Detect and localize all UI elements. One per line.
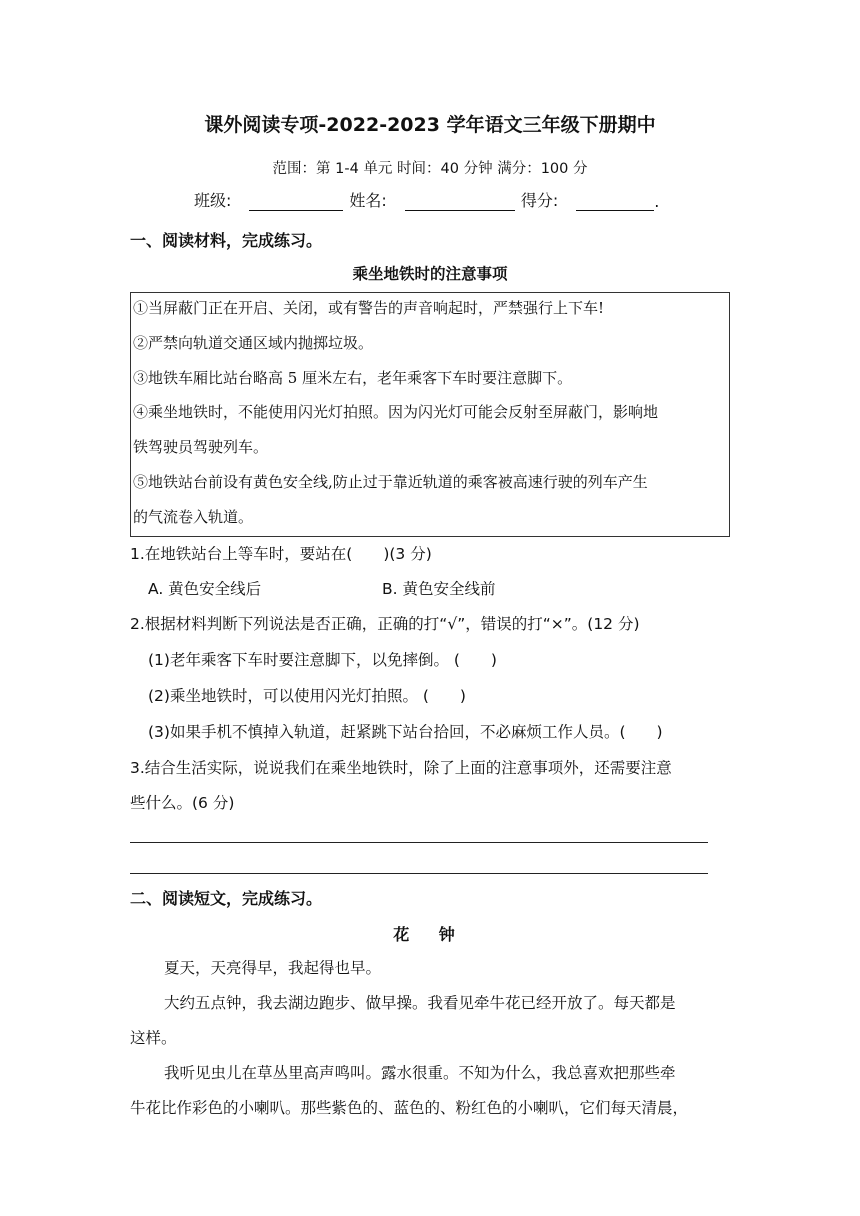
question-2-item[interactable]: (3)如果手机不慎掉入轨道，赶紧跳下站台拾回，不必麻烦工作人员。( ) [148, 723, 663, 741]
story-paragraph-continued: 牛花比作彩色的小喇叭。那些紫色的、蓝色的、粉红色的小喇叭，它们每天清晨， [130, 1099, 689, 1117]
class-blank[interactable] [249, 194, 343, 211]
question-3-continued: 些什么。(6 分) [130, 794, 235, 812]
answer-line[interactable] [130, 842, 708, 843]
notice-rule: ⑤地铁站台前设有黄色安全线,防止过于靠近轨道的乘客被高速行驶的列车产生 [133, 473, 648, 491]
section-2-heading: 二、阅读短文，完成练习。 [130, 889, 323, 908]
story-paragraph: 夏天，天亮得早，我起得也早。 [164, 959, 382, 977]
notice-title: 乘坐地铁时的注意事项 [352, 265, 508, 283]
notice-rule: 的气流卷入轨道。 [133, 508, 254, 526]
student-info-row [194, 188, 659, 211]
notice-box [130, 292, 730, 537]
question-2: 2.根据材料判断下列说法是否正确，正确的打“√”，错误的打“×”。(12 分) [130, 615, 640, 633]
score-label: 得分: [520, 191, 559, 210]
page-title: 课外阅读专项-2022-2023 学年语文三年级下册期中 [204, 114, 656, 136]
notice-rule: ②严禁向轨道交通区域内抛掷垃圾。 [133, 334, 374, 352]
story-paragraph: 大约五点钟，我去湖边跑步、做早操。我看见牵牛花已经开放了。每天都是 [164, 994, 676, 1012]
answer-line[interactable] [130, 873, 708, 874]
question-2-item[interactable]: (1)老年乘客下车时要注意脚下，以免摔倒。 ( ) [148, 651, 497, 669]
class-label: 班级: [194, 191, 232, 210]
notice-rule: 铁驾驶员驾驶列车。 [133, 438, 269, 456]
question-2-item[interactable]: (2)乘坐地铁时，可以使用闪光灯拍照。 ( ) [148, 687, 466, 705]
name-label: 姓名: [349, 191, 387, 210]
question-1-option-a[interactable]: A. 黄色安全线后 [148, 580, 262, 598]
notice-rule: ①当屏蔽门正在开启、关闭，或有警告的声音响起时，严禁强行上下车! [133, 299, 605, 317]
notice-rule: ③地铁车厢比站台略高 5 厘米左右，老年乘客下车时要注意脚下。 [133, 369, 573, 387]
name-blank[interactable] [405, 194, 515, 211]
end-dot: . [654, 192, 660, 211]
story-title: 花 钟 [393, 925, 467, 944]
question-1-option-b[interactable]: B. 黄色安全线前 [382, 580, 496, 598]
score-blank[interactable] [576, 194, 654, 211]
story-paragraph: 我听见虫儿在草丛里高声鸣叫。露水很重。不知为什么，我总喜欢把那些牵 [164, 1064, 676, 1082]
question-1: 1.在地铁站台上等车时，要站在( )(3 分) [130, 545, 432, 563]
notice-rule: ④乘坐地铁时，不能使用闪光灯拍照。因为闪光灯可能会反射至屏蔽门，影响地 [133, 403, 659, 421]
exam-meta: 范围：第 1-4 单元 时间：40 分钟 满分：100 分 [272, 161, 588, 177]
section-1-heading: 一、阅读材料，完成练习。 [130, 231, 323, 250]
question-3: 3.结合生活实际，说说我们在乘坐地铁时，除了上面的注意事项外，还需要注意 [130, 759, 672, 777]
story-paragraph-continued: 这样。 [130, 1029, 177, 1047]
